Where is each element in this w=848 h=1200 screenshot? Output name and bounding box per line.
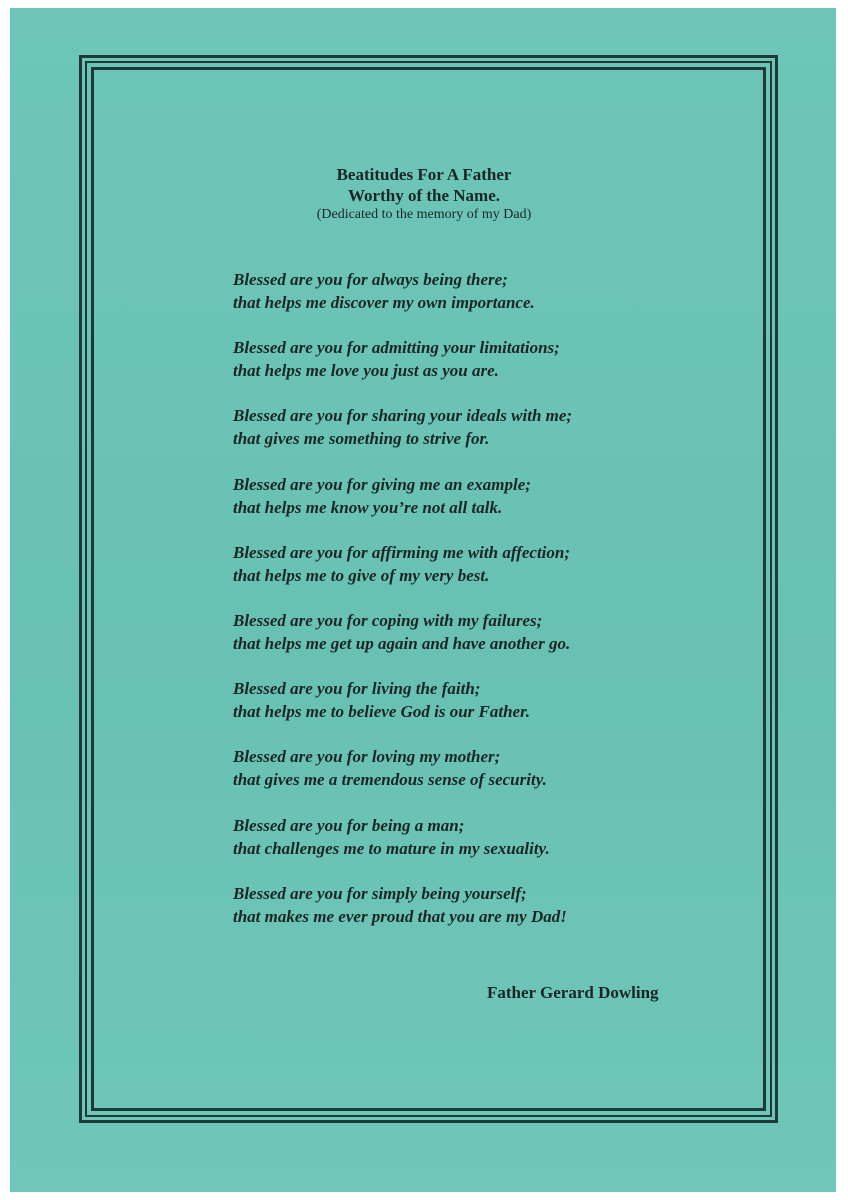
verses xyxy=(233,268,713,950)
verse-line-1: Blessed are you for loving my mother; xyxy=(233,747,501,767)
verse xyxy=(233,745,713,813)
title-line-1: Beatitudes For A Father xyxy=(336,165,512,184)
verse-line-2: that challenges me to mature in my sexuality. xyxy=(233,838,550,858)
author-signature: Father Gerard Dowling xyxy=(487,983,659,1002)
verse-line-2: that helps me get up again and have another go. xyxy=(233,633,571,653)
verse-line-1: Blessed are you for simply being yourself; xyxy=(233,883,527,903)
title-line-2: Worthy of the Name. xyxy=(347,186,501,205)
verse-line-1: Blessed are you for admitting your limitations; xyxy=(233,338,560,358)
verse xyxy=(233,814,713,882)
verse xyxy=(233,541,713,609)
verse-line-1: Blessed are you for being a man; xyxy=(233,815,465,835)
verse-line-2: that helps me love you just as you are. xyxy=(233,361,499,381)
verse-line-2: that helps me discover my own importance. xyxy=(233,293,535,312)
verse-line-1: Blessed are you for giving me an example; xyxy=(233,474,531,494)
verse xyxy=(233,882,713,950)
verse-line-2: that helps me to give of my very best. xyxy=(233,565,490,585)
verse-line-2: that gives me a tremendous sense of security. xyxy=(233,770,547,790)
verse xyxy=(233,677,713,745)
verse xyxy=(233,609,713,677)
verse xyxy=(233,473,713,541)
title-block xyxy=(0,164,848,224)
verse xyxy=(233,268,713,336)
dedication: (Dedicated to the memory of my Dad) xyxy=(316,207,532,222)
verse-line-1: Blessed are you for sharing your ideals with me; xyxy=(233,406,573,426)
verse xyxy=(233,404,713,472)
verse-line-1: Blessed are you for always being there; xyxy=(233,270,508,289)
verse-line-1: Blessed are you for coping with my failures; xyxy=(233,610,543,630)
verse-line-2: that gives me something to strive for. xyxy=(233,429,490,449)
verse-line-2: that helps me know you’re not all talk. xyxy=(233,497,503,517)
verse xyxy=(233,336,713,404)
verse-line-1: Blessed are you for affirming me with affection; xyxy=(233,542,571,562)
verse-line-2: that helps me to believe God is our Father. xyxy=(233,702,531,722)
verse-line-1: Blessed are you for living the faith; xyxy=(233,679,481,699)
verse-line-2: that makes me ever proud that you are my Dad! xyxy=(233,906,567,926)
